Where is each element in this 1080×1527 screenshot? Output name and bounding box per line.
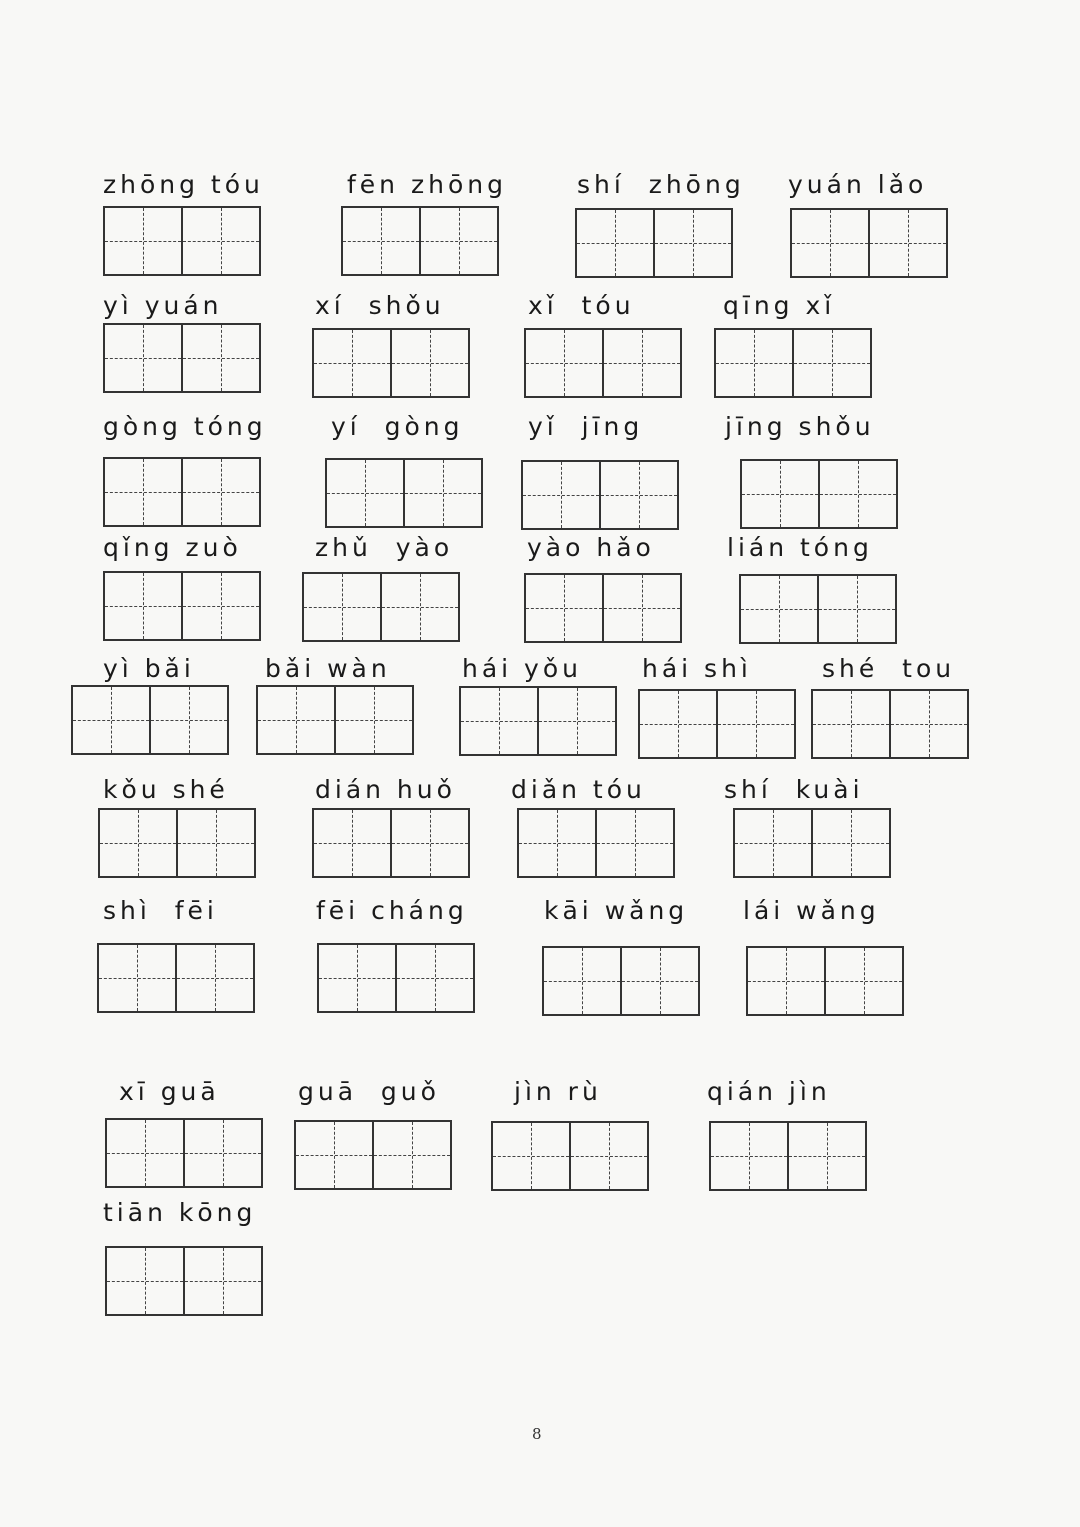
pinyin-label: yí gòng: [331, 412, 464, 441]
writing-grid[interactable]: [302, 572, 460, 642]
character-box[interactable]: [813, 691, 889, 757]
character-box[interactable]: [314, 330, 390, 396]
writing-grid[interactable]: [733, 808, 891, 878]
pinyin-label: hái shì: [642, 654, 752, 683]
pinyin-label: zhǔ yào: [315, 533, 454, 562]
character-box[interactable]: [334, 687, 412, 753]
pinyin-label: kǒu shé: [103, 775, 229, 804]
character-box[interactable]: [817, 576, 895, 642]
character-box[interactable]: [181, 459, 259, 525]
character-box[interactable]: [100, 810, 176, 876]
writing-grid[interactable]: [638, 689, 796, 759]
character-box[interactable]: [526, 330, 602, 396]
character-box[interactable]: [176, 810, 254, 876]
pinyin-label: qīng xǐ: [723, 291, 836, 320]
writing-grid[interactable]: [103, 457, 261, 527]
character-box[interactable]: [741, 576, 817, 642]
pinyin-label: jīng shǒu: [725, 412, 875, 441]
writing-grid[interactable]: [256, 685, 414, 755]
pinyin-label: qǐng zuò: [103, 533, 242, 562]
writing-grid[interactable]: [521, 460, 679, 530]
writing-grid[interactable]: [105, 1118, 263, 1188]
writing-grid[interactable]: [524, 573, 682, 643]
character-box[interactable]: [493, 1123, 569, 1189]
writing-grid[interactable]: [542, 946, 700, 1016]
writing-grid[interactable]: [97, 943, 255, 1013]
character-box[interactable]: [314, 810, 390, 876]
pinyin-label: shí zhōng: [577, 170, 745, 199]
writing-grid[interactable]: [790, 208, 948, 278]
character-box[interactable]: [716, 691, 794, 757]
character-box[interactable]: [181, 573, 259, 639]
character-box[interactable]: [577, 210, 653, 276]
character-box[interactable]: [183, 1248, 261, 1314]
pinyin-label: kāi wǎng: [544, 896, 689, 925]
writing-grid[interactable]: [312, 808, 470, 878]
pinyin-label: yì yuán: [103, 291, 223, 320]
character-box[interactable]: [735, 810, 811, 876]
character-box[interactable]: [620, 948, 698, 1014]
pinyin-label: jìn rù: [514, 1077, 602, 1106]
character-box[interactable]: [181, 325, 259, 391]
character-box[interactable]: [824, 948, 902, 1014]
character-box[interactable]: [599, 462, 677, 528]
character-box[interactable]: [748, 948, 824, 1014]
pinyin-label: shé tou: [822, 654, 956, 683]
pinyin-label: xī guā: [119, 1077, 220, 1106]
character-box[interactable]: [304, 574, 380, 640]
character-box[interactable]: [519, 810, 595, 876]
character-box[interactable]: [105, 459, 181, 525]
character-box[interactable]: [258, 687, 334, 753]
character-box[interactable]: [653, 210, 731, 276]
writing-grid[interactable]: [317, 943, 475, 1013]
writing-grid[interactable]: [714, 328, 872, 398]
pinyin-label: zhōng tóu: [103, 170, 264, 199]
character-box[interactable]: [73, 687, 149, 753]
character-box[interactable]: [327, 460, 403, 526]
pinyin-label: tiān kōng: [103, 1198, 257, 1227]
character-box[interactable]: [319, 945, 395, 1011]
pinyin-label: shì fēi: [103, 896, 218, 925]
character-box[interactable]: [175, 945, 253, 1011]
character-box[interactable]: [390, 330, 468, 396]
character-box[interactable]: [461, 688, 537, 754]
writing-grid[interactable]: [105, 1246, 263, 1316]
character-box[interactable]: [711, 1123, 787, 1189]
writing-grid[interactable]: [740, 459, 898, 529]
writing-grid[interactable]: [312, 328, 470, 398]
character-box[interactable]: [602, 575, 680, 641]
character-box[interactable]: [602, 330, 680, 396]
writing-grid[interactable]: [294, 1120, 452, 1190]
character-box[interactable]: [149, 687, 227, 753]
writing-grid[interactable]: [325, 458, 483, 528]
character-box[interactable]: [99, 945, 175, 1011]
pinyin-label: guā guǒ: [298, 1077, 440, 1106]
character-box[interactable]: [390, 810, 468, 876]
character-box[interactable]: [183, 1120, 261, 1186]
character-box[interactable]: [105, 208, 181, 274]
writing-grid[interactable]: [575, 208, 733, 278]
character-box[interactable]: [181, 208, 259, 274]
character-box[interactable]: [868, 210, 946, 276]
writing-grid[interactable]: [709, 1121, 867, 1191]
writing-grid[interactable]: [71, 685, 229, 755]
character-box[interactable]: [105, 325, 181, 391]
character-box[interactable]: [380, 574, 458, 640]
pinyin-label: lián tóng: [727, 533, 873, 562]
character-box[interactable]: [544, 948, 620, 1014]
character-box[interactable]: [792, 210, 868, 276]
pinyin-label: xí shǒu: [315, 291, 445, 320]
writing-grid[interactable]: [98, 808, 256, 878]
writing-grid[interactable]: [491, 1121, 649, 1191]
character-box[interactable]: [787, 1123, 865, 1189]
character-box[interactable]: [811, 810, 889, 876]
character-box[interactable]: [107, 1120, 183, 1186]
character-box[interactable]: [889, 691, 967, 757]
pinyin-label: yǐ jīng: [528, 412, 644, 441]
pinyin-label: fēi cháng: [316, 896, 468, 925]
pinyin-label: bǎi wàn: [265, 654, 391, 683]
writing-grid[interactable]: [739, 574, 897, 644]
pinyin-label: yì bǎi: [103, 654, 195, 683]
writing-grid[interactable]: [341, 206, 499, 276]
writing-grid[interactable]: [459, 686, 617, 756]
character-box[interactable]: [526, 575, 602, 641]
character-box[interactable]: [569, 1123, 647, 1189]
writing-grid[interactable]: [103, 571, 261, 641]
character-box[interactable]: [595, 810, 673, 876]
character-box[interactable]: [537, 688, 615, 754]
character-box[interactable]: [107, 1248, 183, 1314]
character-box[interactable]: [296, 1122, 372, 1188]
character-box[interactable]: [395, 945, 473, 1011]
writing-grid[interactable]: [524, 328, 682, 398]
writing-grid[interactable]: [103, 323, 261, 393]
pinyin-label: yào hǎo: [527, 533, 655, 562]
character-box[interactable]: [792, 330, 870, 396]
character-box[interactable]: [742, 461, 818, 527]
pinyin-label: yuán lǎo: [788, 170, 928, 199]
character-box[interactable]: [403, 460, 481, 526]
character-box[interactable]: [640, 691, 716, 757]
pinyin-label: hái yǒu: [462, 654, 582, 683]
pinyin-label: shí kuài: [724, 775, 864, 804]
writing-grid[interactable]: [811, 689, 969, 759]
pinyin-label: dián huǒ: [315, 775, 456, 804]
writing-grid[interactable]: [103, 206, 261, 276]
writing-grid[interactable]: [517, 808, 675, 878]
page-number: 8: [532, 1425, 542, 1443]
character-box[interactable]: [523, 462, 599, 528]
pinyin-label: xǐ tóu: [528, 291, 635, 320]
character-box[interactable]: [372, 1122, 450, 1188]
pinyin-label: gòng tóng: [103, 412, 267, 441]
character-box[interactable]: [105, 573, 181, 639]
pinyin-label: fēn zhōng: [347, 170, 507, 199]
character-box[interactable]: [716, 330, 792, 396]
character-box[interactable]: [818, 461, 896, 527]
pinyin-label: qián jìn: [707, 1077, 831, 1106]
writing-grid[interactable]: [746, 946, 904, 1016]
pinyin-label: diǎn tóu: [511, 775, 646, 804]
character-box[interactable]: [419, 208, 497, 274]
character-box[interactable]: [343, 208, 419, 274]
pinyin-label: lái wǎng: [743, 896, 880, 925]
